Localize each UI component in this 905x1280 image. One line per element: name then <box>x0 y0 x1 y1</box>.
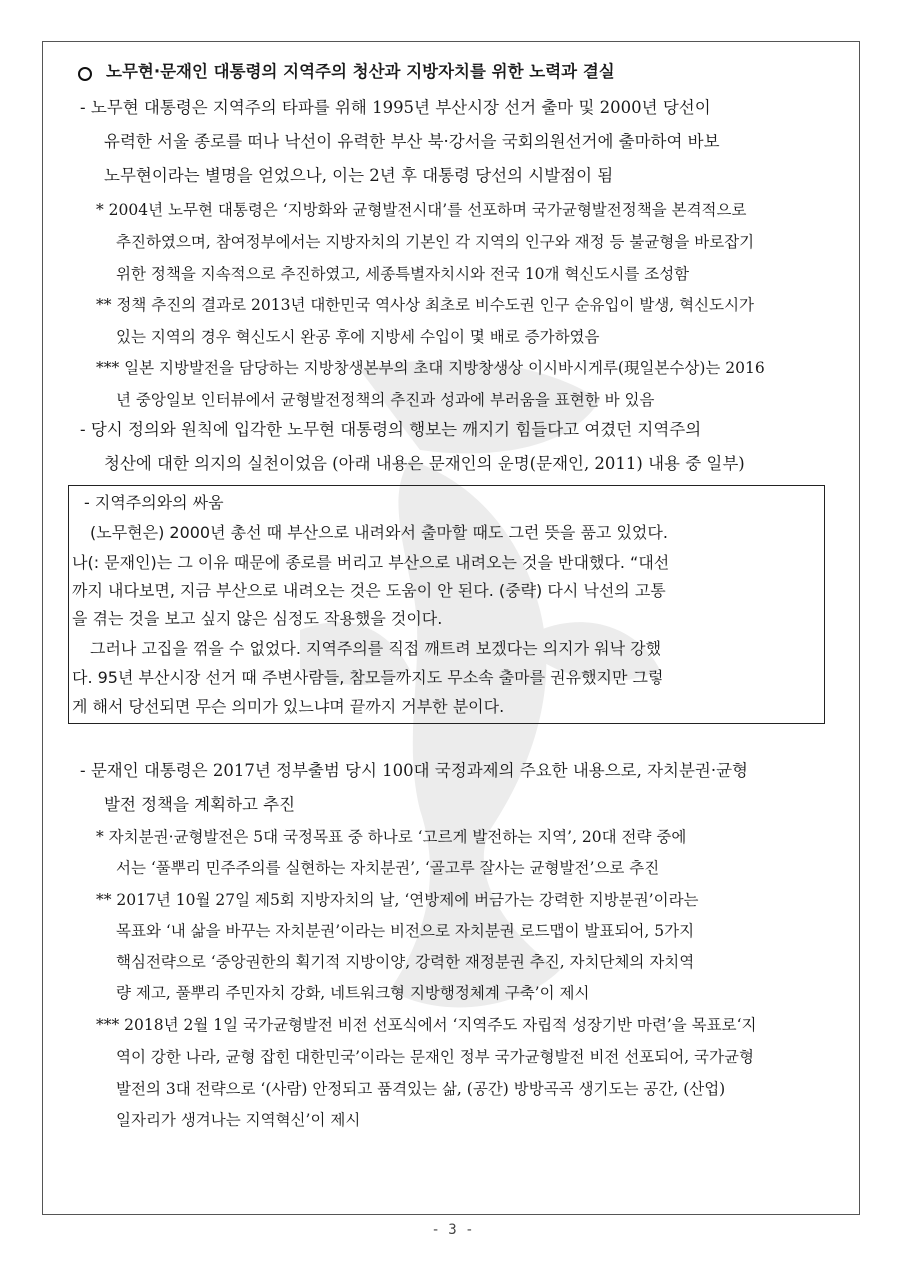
footnote-line: 추진하였으며, 참여정부에서는 지방자치의 기본인 각 지역의 인구와 재정 등 불균형을 바로잡기 <box>116 233 755 251</box>
quote-line: 나(: 문재인)는 그 이유 때문에 종로를 버리고 부산으로 내려오는 것을 반대했다. “대선 <box>72 553 670 572</box>
paragraph-line: - 문재인 대통령은 2017년 정부출범 당시 100대 국정과제의 주요한 내용으로, 자치분권·균형 <box>80 761 748 780</box>
footnote-line: * 2004년 노무현 대통령은 ‘지방화와 균형발전시대’를 선포하며 국가균형발전정책을 본격적으로 <box>96 201 747 219</box>
circle-bullet-icon <box>78 67 92 81</box>
footnote-line: * 자치분권·균형발전은 5대 국정목표 중 하나로 ‘고르게 발전하는 지역’, 20대 전략 중에 <box>96 828 687 846</box>
paragraph-line: 청산에 대한 의지의 실천이었음 (아래 내용은 문재인의 운명(문재인, 2011) 내용 중 일부) <box>104 454 745 473</box>
footnote-line: 년 중앙일보 인터뷰에서 균형발전정책의 추진과 성과에 부러움을 표현한 바 있음 <box>116 391 655 409</box>
footnote-line: 량 제고, 풀뿌리 주민자치 강화, 네트워크형 지방행정체계 구축’이 제시 <box>116 984 590 1002</box>
quote-line: 그러나 고집을 꺾을 수 없었다. 지역주의를 직접 깨트려 보겠다는 의지가 워낙 강했 <box>90 639 662 658</box>
quote-line: (노무현은) 2000년 총선 때 부산으로 내려와서 출마할 때도 그런 뜻을 품고 있었다. <box>90 523 668 542</box>
footnote-line: ** 정책 추진의 결과로 2013년 대한민국 역사상 최초로 비수도권 인구 순유입이 발생, 혁신도시가 <box>96 296 755 314</box>
footnote-line: 위한 정책을 지속적으로 추진하였고, 세종특별자치시와 전국 10개 혁신도시를 조성함 <box>116 265 690 283</box>
paragraph-line: - 당시 정의와 원칙에 입각한 노무현 대통령의 행보는 깨지기 힘들다고 여겼던 지역주의 <box>80 420 702 439</box>
quote-line: 게 해서 당선되면 무슨 의미가 있느냐며 끝까지 거부한 분이다. <box>72 697 505 716</box>
footnote-line: 목표와 ‘내 삶을 바꾸는 자치분권’이라는 비전으로 자치분권 로드맵이 발표되어, 5가지 <box>116 922 695 940</box>
quote-title: - 지역주의와의 싸움 <box>84 493 224 512</box>
footnote-line: *** 2018년 2월 1일 국가균형발전 비전 선포식에서 ‘지역주도 자립적 성장기반 마련’을 목표로‘지 <box>96 1016 757 1034</box>
section-heading: 노무현·문재인 대통령의 지역주의 청산과 지방자치를 위한 노력과 결실 <box>106 62 615 81</box>
footnote-line: ** 2017년 10월 27일 제5회 지방자치의 날, ‘연방제에 버금가는 강력한 지방분권’이라는 <box>96 891 699 909</box>
footnote-line: 역이 강한 나라, 균형 잡힌 대한민국’이라는 문재인 정부 국가균형발전 비전 선포되어, 국가균형 <box>116 1048 754 1066</box>
page-number: - 3 - <box>431 1222 474 1238</box>
paragraph-line: 유력한 서울 종로를 떠나 낙선이 유력한 부산 북·강서을 국회의원선거에 출마하여 바보 <box>104 132 720 151</box>
paragraph-line: - 노무현 대통령은 지역주의 타파를 위해 1995년 부산시장 선거 출마 및 2000년 당선이 <box>80 98 711 117</box>
footnote-line: 서는 ‘풀뿌리 민주주의를 실현하는 자치분권’, ‘골고루 잘사는 균형발전’으로 추진 <box>116 859 660 877</box>
footnote-line: *** 일본 지방발전을 담당하는 지방창생본부의 초대 지방창생상 이시바시게루(現일본수상)는 2016 <box>96 359 765 377</box>
quote-line: 을 겪는 것을 보고 싶지 않은 심정도 작용했을 것이다. <box>72 609 443 628</box>
paragraph-line: 발전 정책을 계획하고 추진 <box>104 795 296 814</box>
quote-line: 다. 95년 부산시장 선거 때 주변사람들, 참모들까지도 무소속 출마를 권유했지만 그렇 <box>72 668 664 687</box>
paragraph-line: 노무현이라는 별명을 얻었으나, 이는 2년 후 대통령 당선의 시발점이 됨 <box>104 166 614 185</box>
footnote-line: 발전의 3대 전략으로 ‘(사람) 안정되고 품격있는 삶, (공간) 방방곡곡 생기도는 공간, (산업) <box>116 1080 726 1098</box>
footnote-line: 핵심전략으로 ‘중앙권한의 획기적 지방이양, 강력한 재정분권 추진, 자치단체의 자치역 <box>116 953 695 971</box>
quote-box <box>68 485 825 724</box>
quote-line: 까지 내다보면, 지금 부산으로 내려오는 것은 도움이 안 된다. (중략) 다시 낙선의 고통 <box>72 581 666 600</box>
footnote-line: 있는 지역의 경우 혁신도시 완공 후에 지방세 수입이 몇 배로 증가하였음 <box>116 328 600 346</box>
footnote-line: 일자리가 생겨나는 지역혁신’이 제시 <box>116 1111 361 1129</box>
